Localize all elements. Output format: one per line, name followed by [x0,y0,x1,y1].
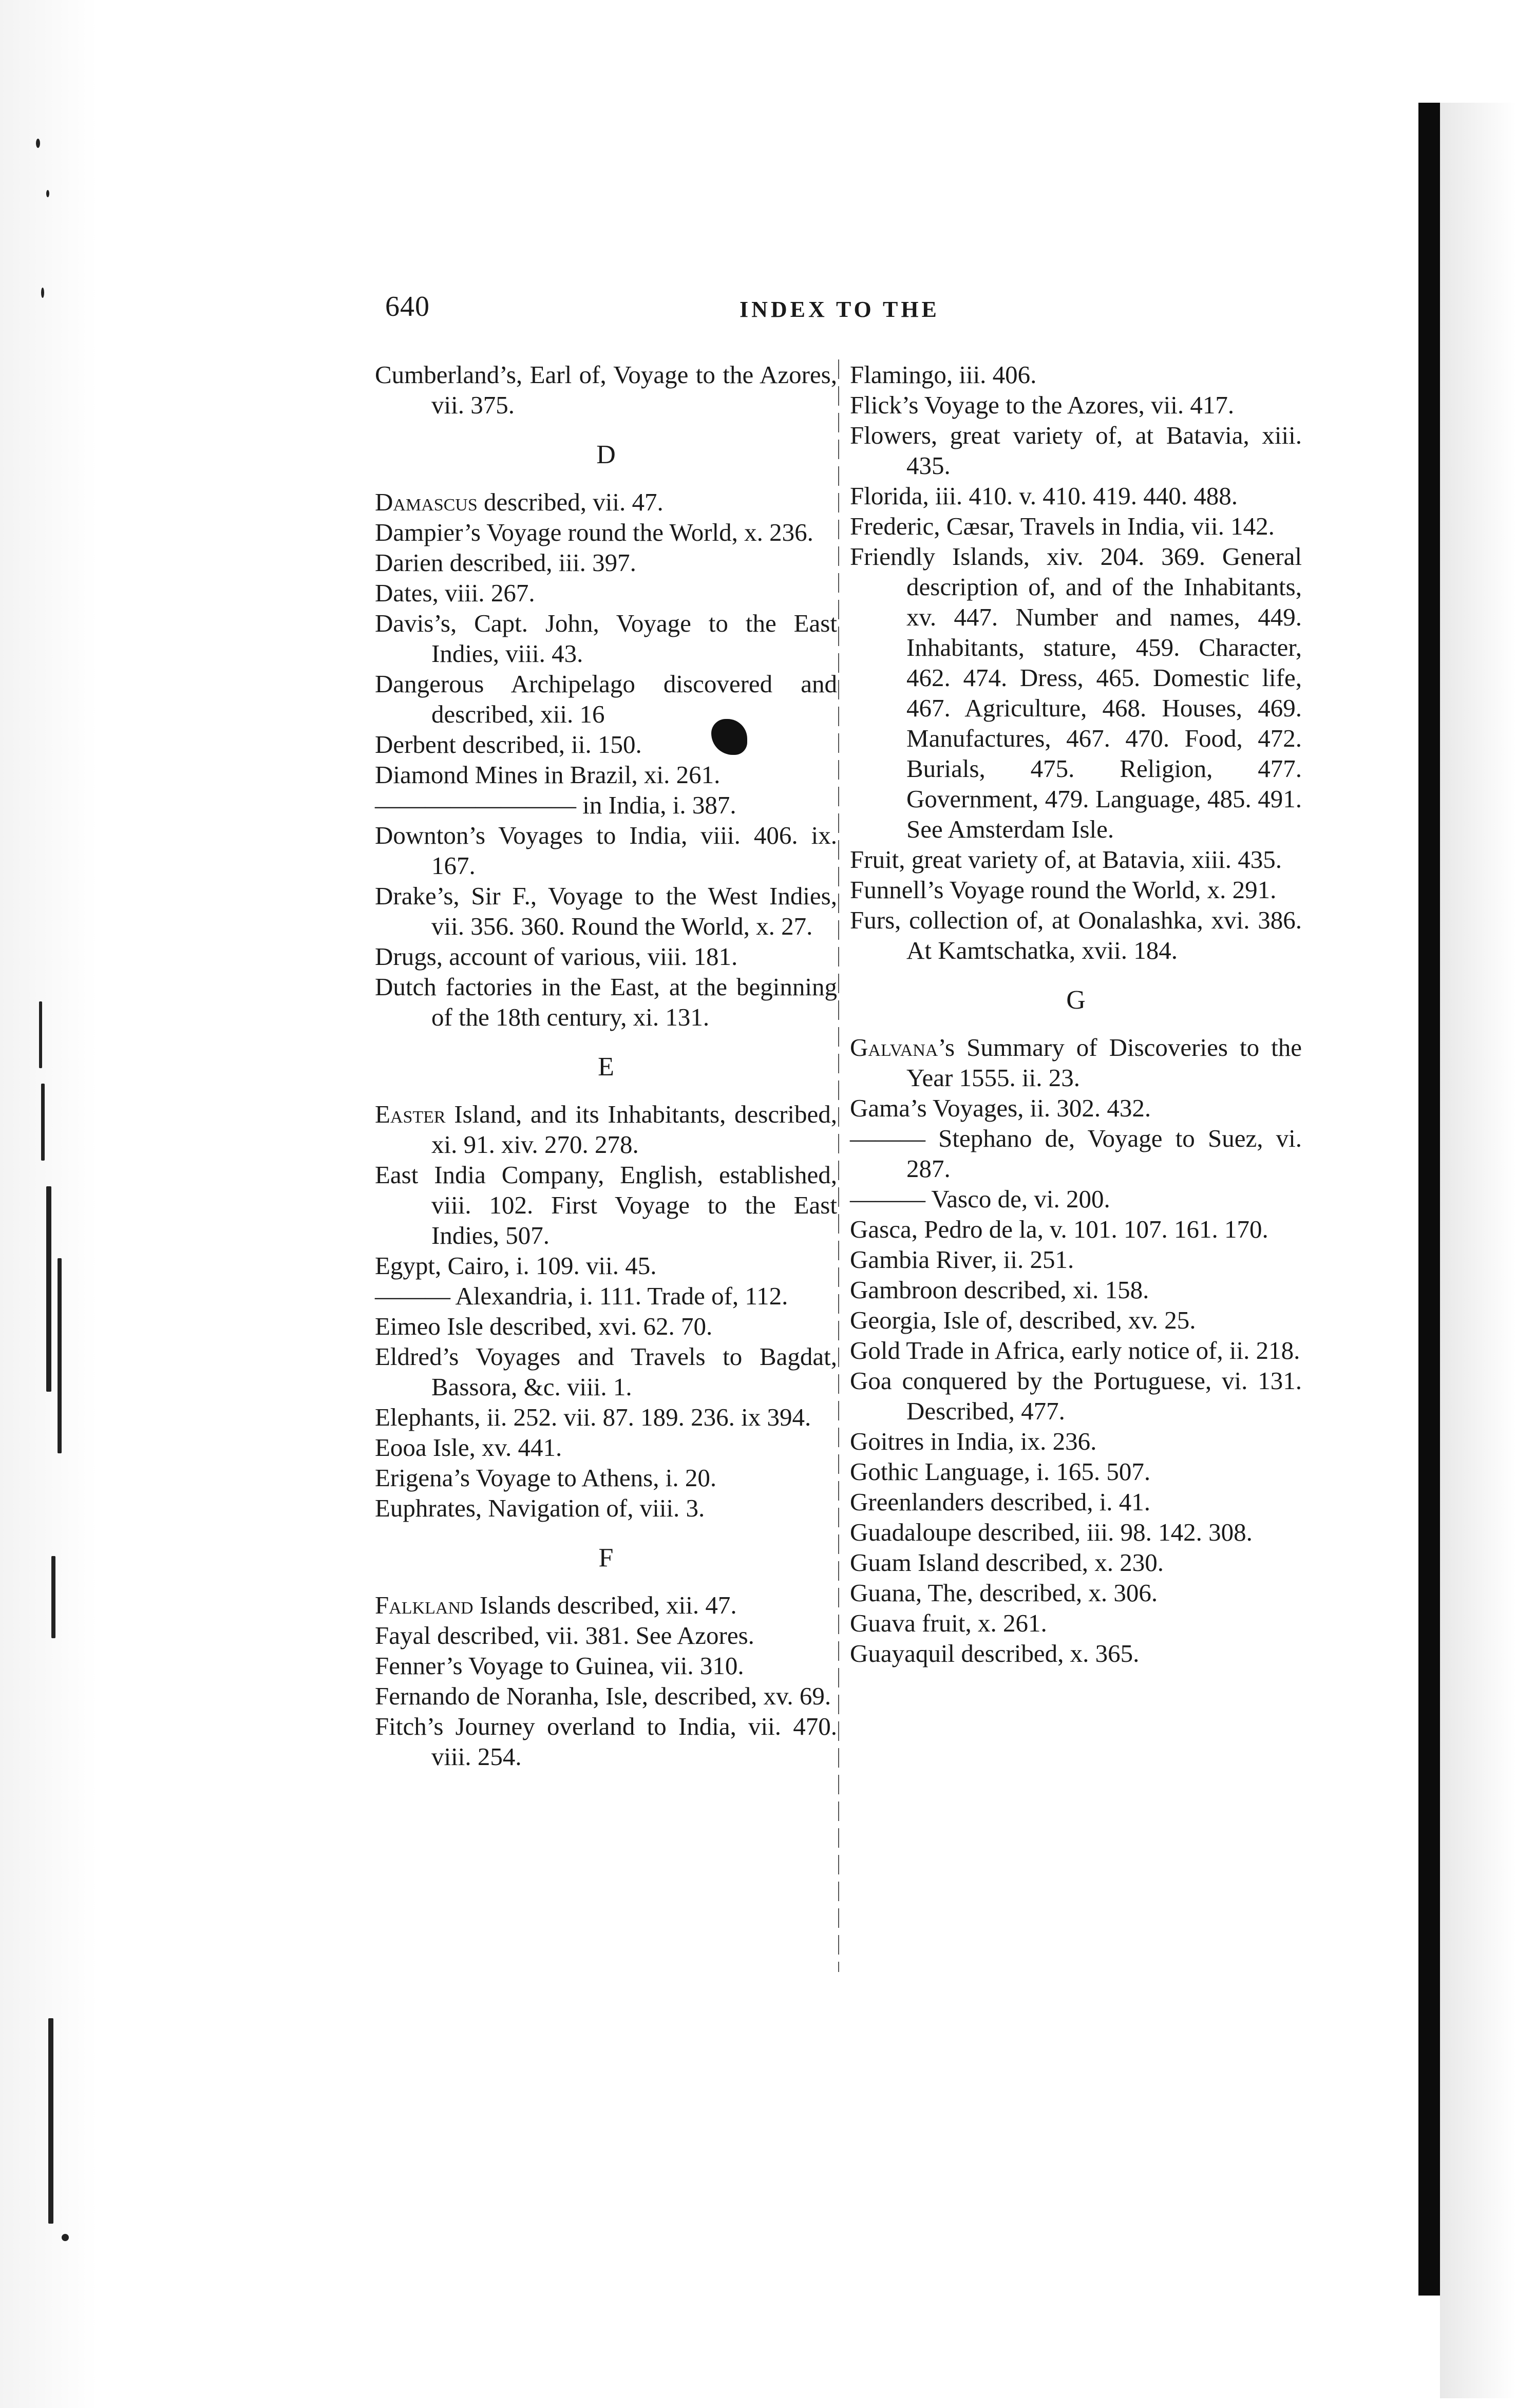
index-entry: Eimeo Isle described, xvi. 62. 70. [375,1312,713,1340]
index-entry: Goa conquered by the Portuguese, vi. 131. Described, 477. [850,1367,1302,1425]
right-column [850,359,1302,1668]
index-entry: Egypt, Cairo, i. 109. vii. 45. [375,1252,657,1280]
letter-heading: G [1066,985,1086,1015]
index-entry: Fernando de Noranha, Isle, described, xv. 69. [375,1682,831,1710]
index-entry: Georgia, Isle of, described, xv. 25. [850,1306,1196,1334]
index-entry: Flick’s Voyage to the Azores, vii. 417. [850,391,1235,419]
index-entry: ———————— in India, i. 387. [375,791,736,819]
index-entry: Fayal described, vii. 381. See Azores. [375,1621,754,1649]
index-entry: Dates, viii. 267. [375,579,535,607]
index-entry: Funnell’s Voyage round the World, x. 291. [850,876,1277,904]
index-entry: Florida, iii. 410. v. 410. 419. 440. 488. [850,482,1238,510]
entry-headword: Damascus [375,488,478,516]
index-entry: Gasca, Pedro de la, v. 101. 107. 161. 170. [850,1215,1268,1243]
index-entry: ——— Vasco de, vi. 200. [850,1185,1110,1213]
entry-headword: Galvana [850,1033,938,1061]
running-head: INDEX TO THE [740,297,940,322]
index-entry: Fruit, great variety of, at Batavia, xiii. 435. [850,845,1282,874]
entry-headword: Easter [375,1100,446,1128]
index-entry: Downton’s Voyages to India, viii. 406. ix. 167. [375,821,837,880]
column-divider [838,359,839,1972]
index-entry: Greenlanders described, i. 41. [850,1488,1151,1516]
index-entry: Guayaquil described, x. 365. [850,1639,1140,1667]
index-entry: Dampier’s Voyage round the World, x. 236. [375,518,813,546]
index-entry: ——— Stephano de, Voyage to Suez, vi. 287. [850,1124,1302,1183]
index-entry: Gold Trade in Africa, early notice of, ii. 218. [850,1336,1300,1364]
left-column [375,359,837,1772]
index-entry: Elephants, ii. 252. vii. 87. 189. 236. ix 394. [375,1403,811,1431]
index-entry: Gambroon described, xi. 158. [850,1276,1149,1304]
index-entry: Euphrates, Navigation of, viii. 3. [375,1494,705,1522]
index-entry: Erigena’s Voyage to Athens, i. 20. [375,1464,717,1492]
entry-text: ’s Summary of Discoveries to the Year 1555. ii. 23. [906,1033,1302,1092]
index-entry: Cumberland’s, Earl of, Voyage to the Azores, vii. 375. [375,361,837,419]
letter-heading: F [598,1543,614,1572]
index-entry: Gothic Language, i. 165. 507. [850,1457,1151,1486]
spine-shadow [1440,103,1516,2398]
index-entry: Derbent described, ii. 150. [375,730,642,759]
index-entry: Guadaloupe described, iii. 98. 142. 308. [850,1518,1253,1546]
index-entry: Gambia River, ii. 251. [850,1245,1074,1274]
letter-heading: E [598,1052,614,1082]
index-entry: East India Company, English, established, viii. 102. First Voyage to the East Indies, 507. [375,1161,837,1249]
index-entry: Flamingo, iii. 406. [850,361,1037,389]
index-entry: Darien described, iii. 397. [375,548,636,577]
index-entry: Eldred’s Voyages and Travels to Bagdat, Bassora, &c. viii. 1. [375,1342,837,1401]
index-entry: Guava fruit, x. 261. [850,1609,1047,1637]
index-entry: Friendly Islands, xiv. 204. 369. General description of, and of the Inhabitants, xv. 447. Number and names, 449. Inhabitants, stature, 459. Character, 462. 474. Dress, 465. Domestic life, 467. Agriculture, 468. Houses, 469. Manufactures, 467. 470. Food, 472. Burials, 475. Religion, 477. Government, 479. Language, 485. 491. See Amsterdam Isle. [850,542,1302,843]
entry-headword: Falkland [375,1591,473,1619]
index-entry: Fitch’s Journey overland to India, vii. 470. viii. 254. [375,1712,837,1771]
entry-text: Islands described, xii. 47. [473,1591,737,1619]
index-entry: ——— Alexandria, i. 111. Trade of, 112. [375,1282,788,1310]
entry-text: Island, and its Inhabitants, described, xi. 91. xiv. 270. 278. [431,1100,837,1159]
entry-text: described, vii. 47. [477,488,664,516]
index-entry: Furs, collection of, at Oonalashka, xvi. 386. At Kamtschatka, xvii. 184. [850,906,1302,964]
index-entry: Eooa Isle, xv. 441. [375,1433,562,1462]
page-header [385,290,1310,326]
page-number: 640 [385,291,430,323]
index-entry [375,487,837,517]
index-entry: Guana, The, described, x. 306. [850,1579,1158,1607]
index-entry: Dutch factories in the East, at the beginning of the 18th century, xi. 131. [375,973,837,1031]
index-entry: Davis’s, Capt. John, Voyage to the East Indies, viii. 43. [375,609,837,668]
index-entry: Goitres in India, ix. 236. [850,1427,1097,1455]
index-entry: Guam Island described, x. 230. [850,1548,1164,1577]
index-entry: Dangerous Archipelago discovered and described, xii. 16 [375,670,837,728]
binding-edge [1418,103,1440,2296]
index-entry [375,1099,837,1160]
index-entry: Flowers, great variety of, at Batavia, xiii. 435. [850,421,1302,480]
index-entry: Frederic, Cæsar, Travels in India, vii. 142. [850,512,1275,540]
index-entry [375,1590,837,1620]
margin-specks [26,118,103,2378]
letter-heading: D [596,440,616,469]
index-entry: Drugs, account of various, viii. 181. [375,942,738,971]
index-entry: Gama’s Voyages, ii. 302. 432. [850,1094,1151,1122]
index-entry: Diamond Mines in Brazil, xi. 261. [375,761,721,789]
index-entry: Fenner’s Voyage to Guinea, vii. 310. [375,1652,744,1680]
index-entry [850,1032,1302,1093]
index-entry: Drake’s, Sir F., Voyage to the West Indies, vii. 356. 360. Round the World, x. 27. [375,882,837,940]
